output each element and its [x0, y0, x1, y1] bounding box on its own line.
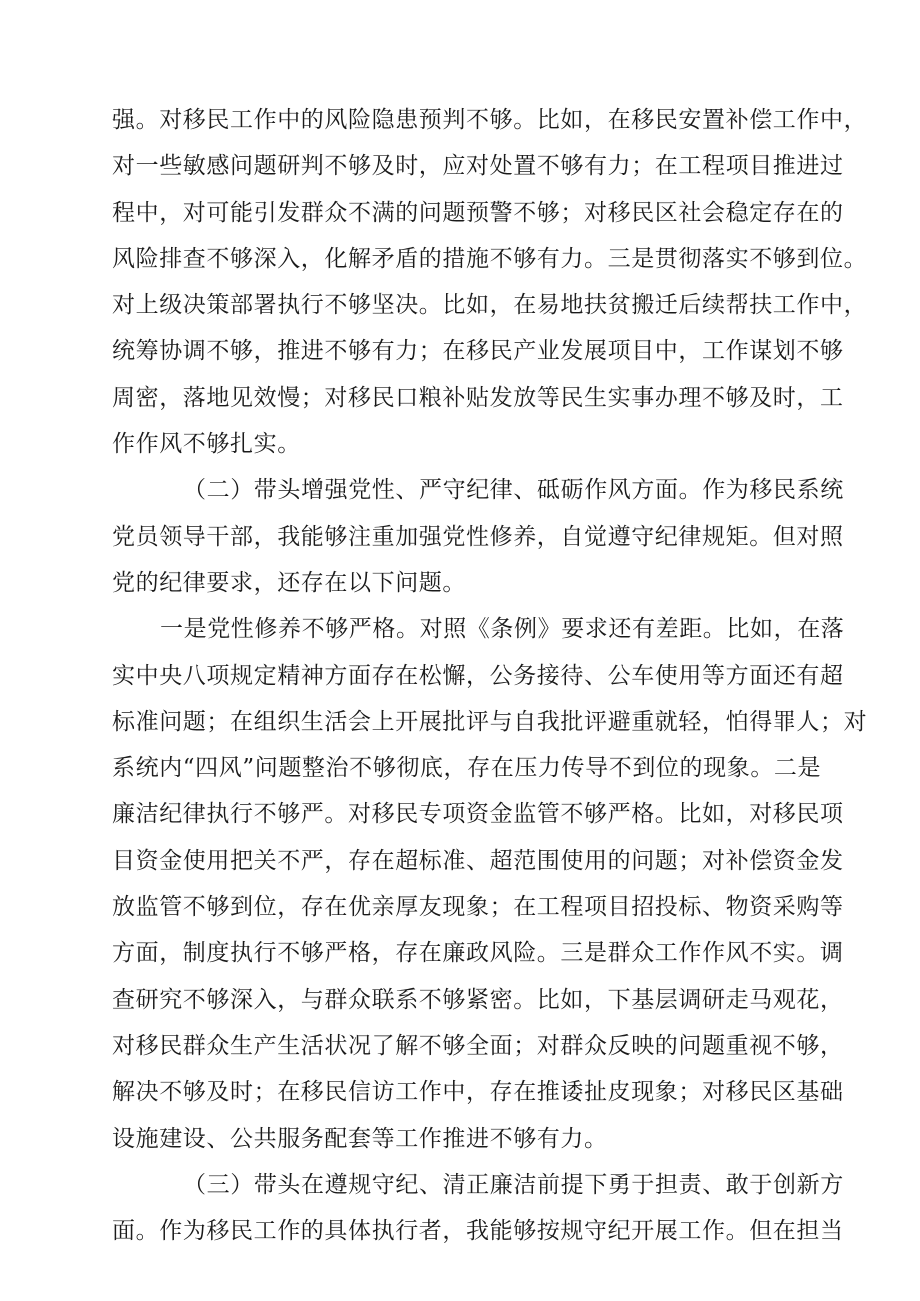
text-line: 系统内“四风”问题整治不够彻底，存在压力传导不到位的现象。二是: [112, 755, 822, 782]
text-line: 标准问题；在组织生活会上开展批评与自我批评避重就轻，怕得罪人；对: [112, 708, 868, 735]
document-body: [112, 97, 868, 1254]
text-line: 廉洁纪律执行不够严。对移民专项资金监管不够严格。比如，对移民项: [112, 801, 844, 828]
text-line: 对一些敏感问题研判不够及时，应对处置不够有力；在工程项目推进过: [112, 153, 844, 180]
text-line: 面。作为移民工作的具体执行者，我能够按规守纪开展工作。但在担当: [112, 1218, 844, 1245]
text-line: 程中，对可能引发群众不满的问题预警不够；对移民区社会稳定存在的: [112, 199, 844, 226]
text-line: 解决不够及时；在移民信访工作中，存在推诿扯皮现象；对移民区基础: [112, 1079, 844, 1106]
text-line: 设施建设、公共服务配套等工作推进不够有力。: [112, 1125, 608, 1152]
paragraph-start-line: 一是党性修养不够严格。对照《条例》要求还有差距。比如，在落: [160, 616, 845, 643]
text-line: 查研究不够深入，与群众联系不够紧密。比如，下基层调研走马观花，: [112, 986, 844, 1013]
section-heading-line: （二）带头增强党性、严守纪律、砥砺作风方面。作为移民系统: [183, 477, 844, 504]
text-line: 方面，制度执行不够严格，存在廉政风险。三是群众工作作风不实。调: [112, 940, 844, 967]
text-line: 风险排查不够深入，化解矛盾的措施不够有力。三是贯彻落实不够到位。: [112, 245, 868, 272]
text-line: 统筹协调不够，推进不够有力；在移民产业发展项目中，工作谋划不够: [112, 338, 844, 365]
text-line: 党的纪律要求，还存在以下问题。: [112, 569, 466, 596]
text-line: 强。对移民工作中的风险隐患预判不够。比如，在移民安置补偿工作中，: [112, 107, 868, 133]
text-line: 党员领导干部，我能够注重加强党性修养，自觉遵守纪律规矩。但对照: [112, 523, 844, 550]
section-heading-line: （三）带头在遵规守纪、清正廉洁前提下勇于担责、敢于创新方: [183, 1171, 844, 1198]
text-line: 作作风不够扎实。: [112, 431, 301, 458]
text-line: 实中央八项规定精神方面存在松懈，公务接待、公车使用等方面还有超: [112, 662, 844, 689]
text-line: 对上级决策部署执行不够坚决。比如，在易地扶贫搬迁后续帮扶工作中，: [112, 292, 868, 319]
text-line: 放监管不够到位，存在优亲厚友现象；在工程项目招投标、物资采购等: [112, 894, 844, 921]
text-line: 对移民群众生产生活状况了解不够全面；对群众反映的问题重视不够，: [112, 1032, 844, 1059]
text-line: 周密，落地见效慢；对移民口粮补贴发放等民生实事办理不够及时，工: [112, 384, 844, 411]
text-line: 目资金使用把关不严，存在超标准、超范围使用的问题；对补偿资金发: [112, 847, 844, 874]
